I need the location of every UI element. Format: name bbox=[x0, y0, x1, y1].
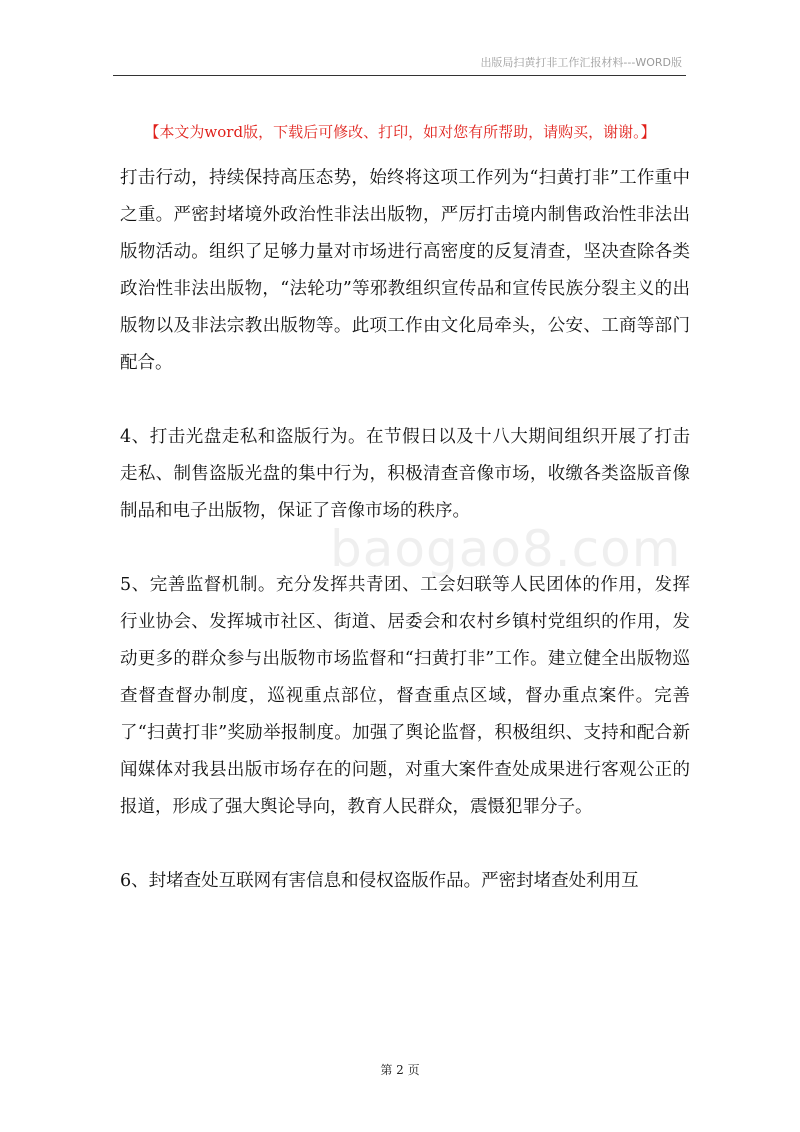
watermark: baogao8.com bbox=[330, 520, 682, 578]
page-number: 第 2 页 bbox=[380, 1063, 420, 1077]
document-body bbox=[120, 160, 690, 900]
paragraph-item-5: 5、完善监督机制。充分发挥共青团、工会妇联等人民团体的作用，发挥行业协会、发挥城市社区、街道、居委会和农村乡镇村党组织的作用，发动更多的群众参与出版物市场监督和“扫黄打非”工作。建立健全出版物巡查督查督办制度，巡视重点部位，督查重点区域，督办重点案件。完善了“扫黄打非”奖励举报制度。加强了舆论监督，积极组织、支持和配合新闻媒体对我县出版市场存在的问题，对重大案件查处成果进行客观公正的报道，形成了强大舆论导向，教育人民群众，震慑犯罪分子。 bbox=[120, 575, 690, 817]
paragraph-spacer bbox=[120, 826, 690, 863]
header-title: 出版局扫黄打非工作汇报材料---WORD版 bbox=[480, 56, 682, 69]
paragraph-spacer bbox=[120, 530, 690, 567]
paragraph-item-4: 4、打击光盘走私和盗版行为。在节假日以及十八大期间组织开展了打击走私、制售盗版光盘的集中行为，积极清查音像市场，收缴各类盗版音像制品和电子出版物，保证了音像市场的秩序。 bbox=[120, 427, 690, 521]
header-divider bbox=[113, 75, 686, 76]
purchase-notice: 【本文为word版，下载后可修改、打印，如对您有所帮助，请购买，谢谢。】 bbox=[144, 123, 656, 141]
paragraph-item-6: 6、封堵查处互联网有害信息和侵权盗版作品。严密封堵查处利用互 bbox=[120, 871, 639, 891]
paragraph-spacer bbox=[120, 382, 690, 419]
paragraph-crackdown-continued: 打击行动，持续保持高压态势，始终将这项工作列为“扫黄打非”工作重中之重。严密封堵境外政治性非法出版物，严厉打击境内制售政治性非法出版物活动。组织了足够力量对市场进行高密度的反复清查，坚决查除各类政治性非法出版物，“法轮功”等邪教组织宣传品和宣传民族分裂主义的出版物以及非法宗教出版物等。此项工作由文化局牵头，公安、工商等部门配合。 bbox=[120, 168, 690, 373]
